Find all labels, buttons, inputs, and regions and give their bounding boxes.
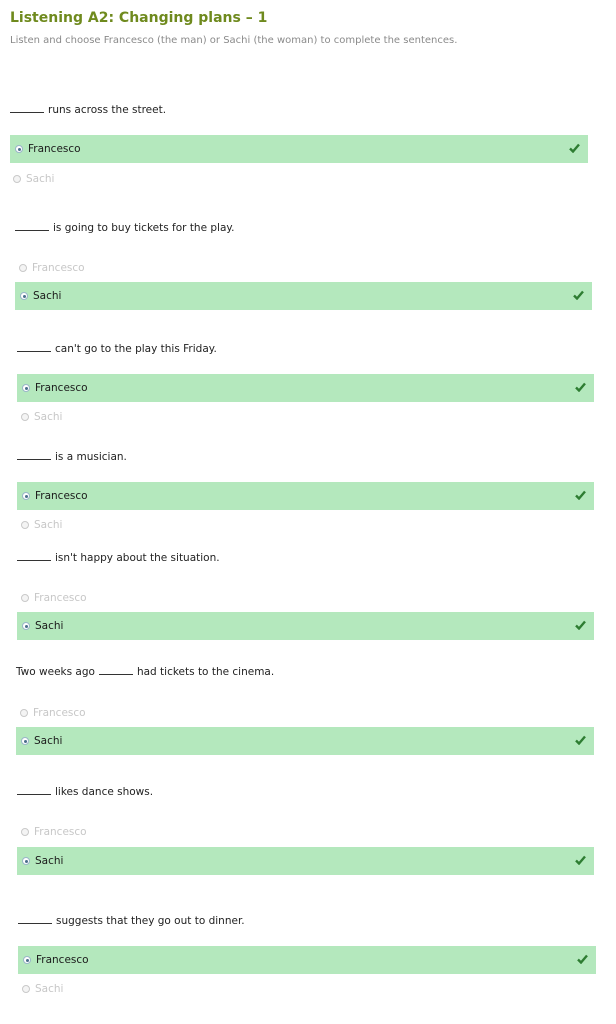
answer-blank — [10, 104, 44, 113]
option-label: Francesco — [35, 382, 88, 394]
option-francesco[interactable] — [10, 135, 588, 163]
option-label: Francesco — [32, 262, 85, 274]
radio-icon[interactable] — [20, 292, 28, 300]
radio-icon[interactable] — [22, 985, 30, 993]
question-text: runs across the street. — [48, 104, 167, 116]
option-sachi[interactable] — [21, 410, 62, 424]
radio-icon[interactable] — [19, 264, 27, 272]
instructions: Listen and choose Francesco (the man) or Sachi (the woman) to complete the sentences. — [10, 35, 458, 46]
question-2 — [15, 222, 234, 234]
radio-icon[interactable] — [22, 384, 30, 392]
answer-blank — [15, 222, 49, 231]
answer-blank — [17, 343, 51, 352]
option-label: Sachi — [35, 855, 64, 867]
check-icon — [575, 382, 586, 392]
check-icon — [575, 735, 586, 745]
answer-blank — [17, 786, 51, 795]
answer-blank — [18, 915, 52, 924]
option-label: Francesco — [35, 490, 88, 502]
question-4 — [17, 451, 127, 463]
option-francesco[interactable] — [17, 374, 594, 402]
option-label: Sachi — [34, 411, 63, 423]
option-sachi[interactable] — [15, 282, 592, 310]
question-text: suggests that they go out to dinner. — [56, 915, 245, 927]
option-sachi[interactable] — [17, 612, 594, 640]
radio-icon[interactable] — [22, 857, 30, 865]
option-francesco[interactable] — [20, 706, 86, 720]
option-francesco[interactable] — [19, 261, 85, 275]
question-text: is going to buy tickets for the play. — [53, 222, 235, 234]
option-sachi[interactable] — [16, 727, 594, 755]
option-sachi[interactable] — [22, 982, 63, 996]
page-title: Listening A2: Changing plans – 1 — [10, 10, 268, 26]
option-label: Francesco — [36, 954, 89, 966]
check-icon — [575, 490, 586, 500]
radio-icon[interactable] — [21, 413, 29, 421]
option-label: Sachi — [34, 519, 63, 531]
question-3 — [17, 343, 217, 355]
question-6 — [16, 666, 274, 678]
option-sachi[interactable] — [21, 518, 62, 532]
radio-icon[interactable] — [23, 956, 31, 964]
check-icon — [575, 620, 586, 630]
answer-blank — [99, 666, 133, 675]
radio-icon[interactable] — [21, 594, 29, 602]
option-francesco[interactable] — [17, 482, 594, 510]
option-francesco[interactable] — [21, 591, 87, 605]
radio-icon[interactable] — [13, 175, 21, 183]
question-text-before: Two weeks ago — [16, 666, 95, 678]
radio-icon[interactable] — [21, 828, 29, 836]
radio-icon[interactable] — [15, 145, 23, 153]
radio-icon[interactable] — [22, 622, 30, 630]
question-text: likes dance shows. — [55, 786, 154, 798]
question-7 — [17, 786, 153, 798]
option-sachi[interactable] — [17, 847, 594, 875]
check-icon — [569, 143, 580, 153]
check-icon — [577, 954, 588, 964]
question-text: can't go to the play this Friday. — [55, 343, 217, 355]
question-5 — [17, 552, 220, 564]
radio-icon[interactable] — [21, 737, 29, 745]
radio-icon[interactable] — [20, 709, 28, 717]
question-8 — [18, 915, 245, 927]
radio-icon[interactable] — [22, 492, 30, 500]
question-text: isn't happy about the situation. — [55, 552, 220, 564]
option-label: Sachi — [35, 983, 64, 995]
check-icon — [575, 855, 586, 865]
answer-blank — [17, 552, 51, 561]
option-label: Francesco — [34, 826, 87, 838]
radio-icon[interactable] — [21, 521, 29, 529]
option-francesco[interactable] — [18, 946, 596, 974]
option-francesco[interactable] — [21, 825, 87, 839]
option-label: Sachi — [34, 735, 63, 747]
option-label: Sachi — [35, 620, 64, 632]
question-1 — [10, 104, 166, 116]
question-text: had tickets to the cinema. — [136, 666, 275, 678]
option-label: Sachi — [33, 290, 62, 302]
option-sachi[interactable] — [13, 172, 54, 186]
option-label: Francesco — [28, 143, 81, 155]
answer-blank — [17, 451, 51, 460]
check-icon — [573, 290, 584, 300]
option-label: Francesco — [34, 592, 87, 604]
question-text: is a musician. — [55, 451, 127, 463]
option-label: Sachi — [26, 173, 55, 185]
option-label: Francesco — [33, 707, 86, 719]
